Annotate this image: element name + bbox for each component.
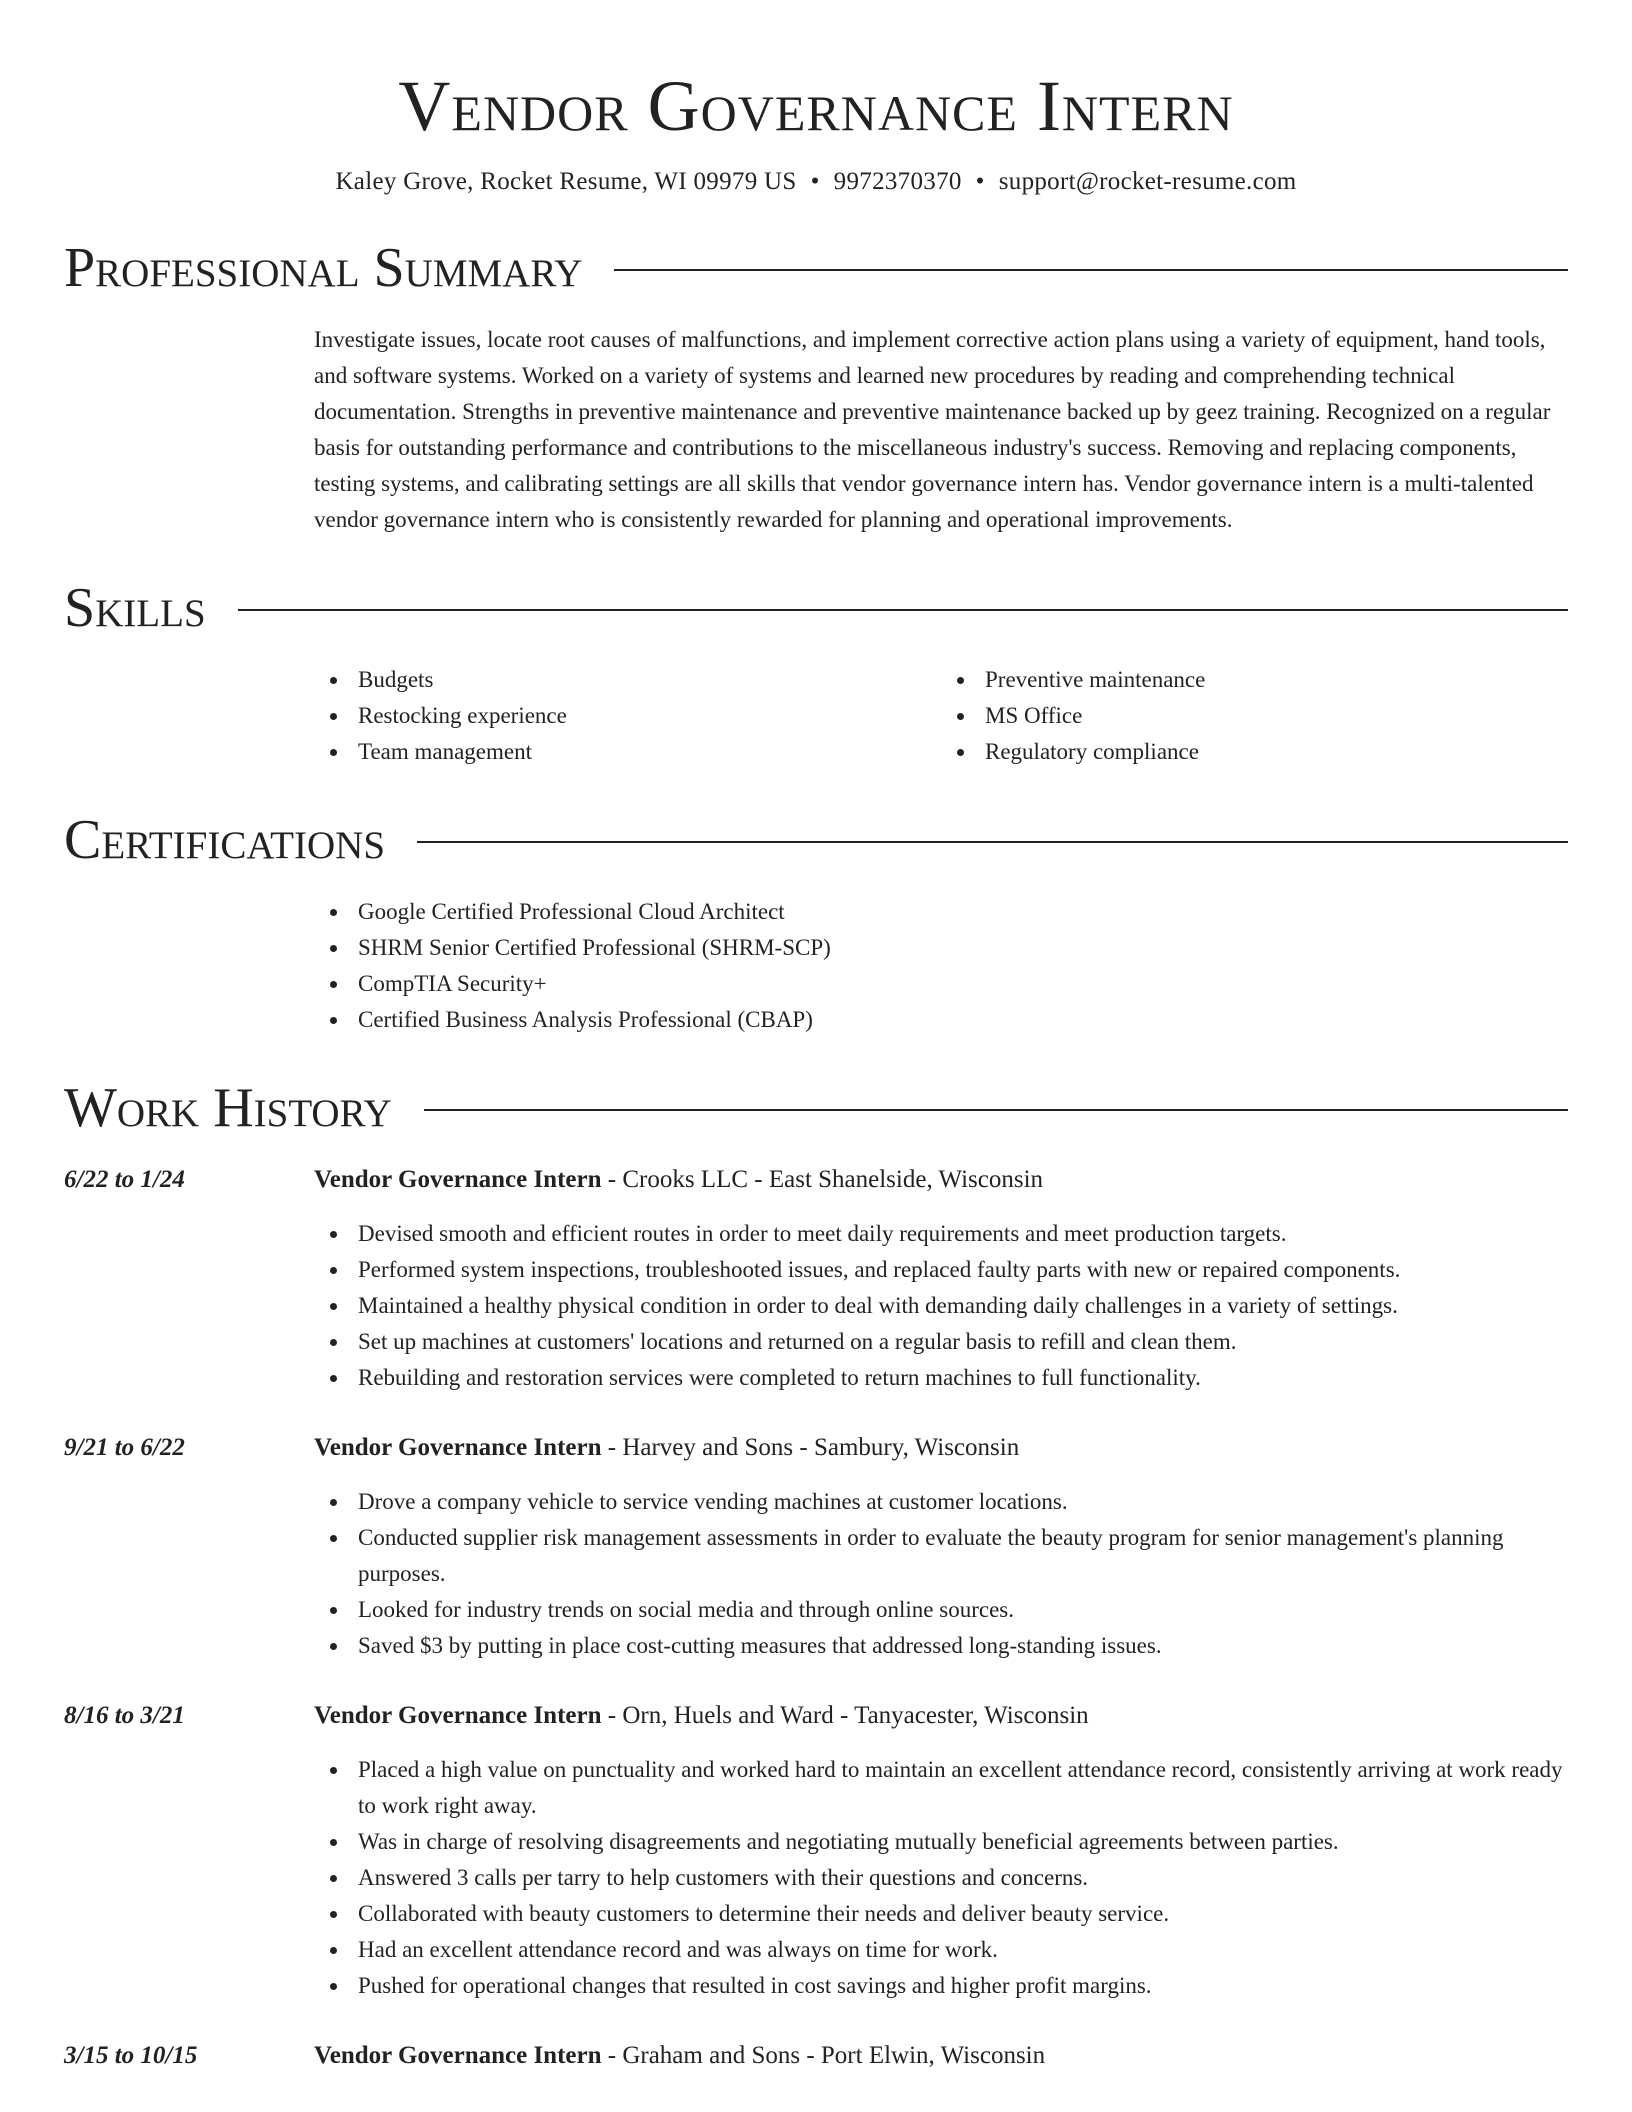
contact-separator: • bbox=[810, 168, 820, 195]
summary-text: Investigate issues, locate root causes of malfunctions, and implement corrective action plans using a variety of equipment, hand tools, and software systems. Worked on a variety of systems and learned new procedures by reading and comprehending technical documentation. Strengths in preventive maintenance and preventive maintenance backed up by geez training. Recognized on a regular basis for outstanding performance and contributions to the miscellaneous industry's success. Removing and replacing components, testing systems, and calibrating settings are all skills that vendor governance intern has. Vendor governance intern is a multi-talented vendor governance intern who is consistently rewarded for planning and operational improvements. bbox=[314, 327, 1551, 532]
job-bullet: Looked for industry trends on social media and through online sources. bbox=[314, 1592, 1568, 1628]
job-header bbox=[64, 1698, 1568, 1734]
job-bullet: Set up machines at customers' locations and returned on a regular basis to refill and clean them. bbox=[314, 1324, 1568, 1360]
job-dates: 9/21 to 6/22 bbox=[64, 1434, 185, 1461]
resume-title: Vendor Governance Intern bbox=[398, 66, 1234, 146]
skills-grid bbox=[314, 662, 1568, 770]
contact-address: Kaley Grove, Rocket Resume, WI 09979 US bbox=[335, 168, 797, 195]
job-entry bbox=[64, 2038, 1568, 2074]
job-company: - Orn, Huels and Ward - Tanyacester, Wisconsin bbox=[601, 1702, 1089, 1729]
job-bullet: Placed a high value on punctuality and worked hard to maintain an excellent attendance record, consistently arriving at work ready to work right away. bbox=[314, 1752, 1568, 1824]
skill-item: Budgets bbox=[314, 662, 941, 698]
certification-item: CompTIA Security+ bbox=[314, 966, 1568, 1002]
job-entry bbox=[64, 1162, 1568, 1396]
job-title: Vendor Governance Intern bbox=[314, 1434, 602, 1461]
skills-heading: Skills bbox=[64, 577, 206, 639]
job-bullets bbox=[314, 1484, 1568, 1664]
job-bullet: Was in charge of resolving disagreements and negotiating mutually beneficial agreements between parties. bbox=[314, 1824, 1568, 1860]
skill-item: Regulatory compliance bbox=[941, 734, 1568, 770]
job-bullet: Conducted supplier risk management assessments in order to evaluate the beauty program for senior management's planning purposes. bbox=[314, 1520, 1568, 1592]
job-title: Vendor Governance Intern bbox=[314, 1702, 602, 1729]
job-title: Vendor Governance Intern bbox=[314, 1166, 602, 1193]
contact-line bbox=[64, 166, 1568, 198]
job-header bbox=[64, 2038, 1568, 2074]
job-dates: 8/16 to 3/21 bbox=[64, 1702, 185, 1729]
certification-item: Certified Business Analysis Professional (CBAP) bbox=[314, 1002, 1568, 1038]
job-bullet: Performed system inspections, troubleshooted issues, and replaced faulty parts with new or repaired components. bbox=[314, 1252, 1568, 1288]
work-section-header bbox=[64, 1076, 1568, 1140]
section-divider bbox=[614, 269, 1568, 271]
certifications-list bbox=[314, 894, 1568, 1038]
job-bullets bbox=[314, 1216, 1568, 1396]
job-company: - Graham and Sons - Port Elwin, Wisconsin bbox=[601, 2042, 1046, 2069]
skills-list-right bbox=[941, 662, 1568, 770]
skills-list-left bbox=[314, 662, 941, 770]
job-bullets bbox=[314, 1752, 1568, 2004]
job-entry bbox=[64, 1430, 1568, 1664]
job-bullet: Pushed for operational changes that resulted in cost savings and higher profit margins. bbox=[314, 1968, 1568, 2004]
skill-item: Restocking experience bbox=[314, 698, 941, 734]
job-bullet: Rebuilding and restoration services were completed to return machines to full functionality. bbox=[314, 1360, 1568, 1396]
job-bullet: Answered 3 calls per tarry to help customers with their questions and concerns. bbox=[314, 1860, 1568, 1896]
skills-section-header bbox=[64, 576, 1568, 640]
skill-item: Team management bbox=[314, 734, 941, 770]
contact-email: support@rocket-resume.com bbox=[998, 168, 1297, 195]
job-header bbox=[64, 1162, 1568, 1198]
contact-phone: 9972370370 bbox=[833, 168, 962, 195]
job-bullet: Drove a company vehicle to service vending machines at customer locations. bbox=[314, 1484, 1568, 1520]
section-divider bbox=[238, 609, 1568, 611]
job-dates: 3/15 to 10/15 bbox=[64, 2042, 198, 2069]
work-heading: Work History bbox=[64, 1077, 392, 1139]
section-divider bbox=[417, 841, 1568, 843]
job-entry bbox=[64, 1698, 1568, 2004]
certification-item: SHRM Senior Certified Professional (SHRM-SCP) bbox=[314, 930, 1568, 966]
section-divider bbox=[424, 1109, 1568, 1111]
job-title: Vendor Governance Intern bbox=[314, 2042, 602, 2069]
job-company: - Crooks LLC - East Shanelside, Wisconsin bbox=[601, 1166, 1044, 1193]
skill-item: MS Office bbox=[941, 698, 1568, 734]
job-bullet: Collaborated with beauty customers to determine their needs and deliver beauty service. bbox=[314, 1896, 1568, 1932]
skill-item: Preventive maintenance bbox=[941, 662, 1568, 698]
job-company: - Harvey and Sons - Sambury, Wisconsin bbox=[601, 1434, 1020, 1461]
job-bullet: Devised smooth and efficient routes in order to meet daily requirements and meet production targets. bbox=[314, 1216, 1568, 1252]
job-bullet: Saved $3 by putting in place cost-cutting measures that addressed long-standing issues. bbox=[314, 1628, 1568, 1664]
job-header bbox=[64, 1430, 1568, 1466]
certifications-heading: Certifications bbox=[64, 809, 386, 871]
certification-item: Google Certified Professional Cloud Architect bbox=[314, 894, 1568, 930]
job-bullet: Maintained a healthy physical condition in order to deal with demanding daily challenges in a variety of settings. bbox=[314, 1288, 1568, 1324]
job-bullet: Had an excellent attendance record and was always on time for work. bbox=[314, 1932, 1568, 1968]
summary-heading: Professional Summary bbox=[64, 237, 583, 299]
job-dates: 6/22 to 1/24 bbox=[64, 1166, 185, 1193]
contact-separator: • bbox=[975, 168, 985, 195]
certifications-section-header bbox=[64, 808, 1568, 872]
summary-section-header bbox=[64, 236, 1568, 300]
